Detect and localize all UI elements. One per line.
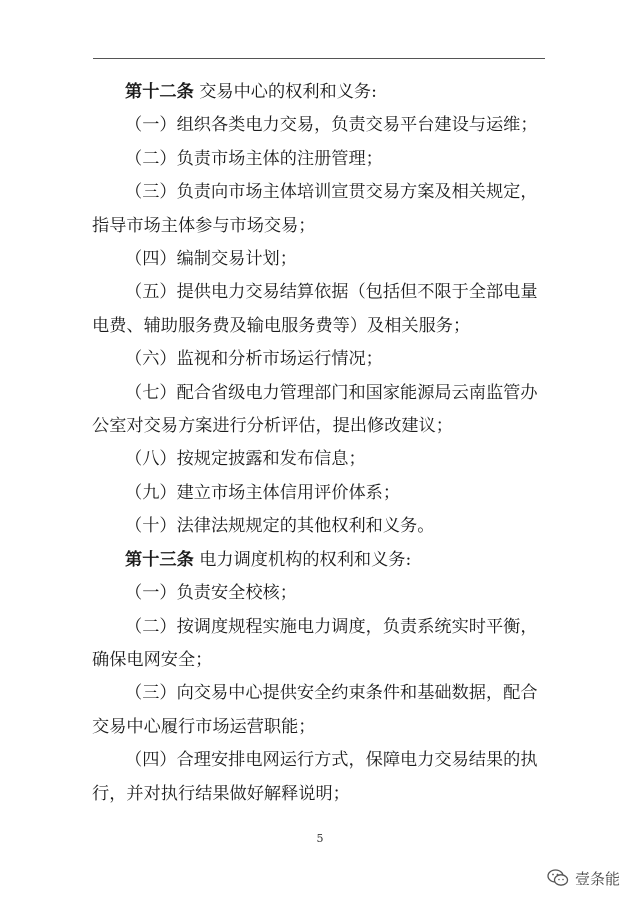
article-12-line-9: （九）建立市场主体信用评价体系； — [125, 482, 401, 503]
page-number: 5 — [316, 832, 324, 845]
article-12-heading — [92, 76, 552, 109]
header-rule — [93, 58, 545, 59]
document-body — [92, 76, 552, 811]
watermark-label: 壹条能 — [574, 869, 620, 888]
article-12-line-5: （五）提供电力交易结算依据（包括但不限于全部电量 — [125, 282, 538, 303]
article-12-line-3-cont: 指导市场主体参与市场交易； — [92, 215, 316, 236]
article-13-line-1: （一）负责安全校核； — [125, 583, 297, 604]
article-13-line-3-cont: 交易中心履行市场运营职能； — [92, 716, 316, 737]
article-12-line-4: （四）编制交易计划； — [125, 249, 297, 270]
article-13-line-3: （三）向交易中心提供安全约束条件和基础数据，配合 — [125, 683, 538, 704]
article-13-number: 第十三条 — [125, 549, 194, 570]
article-12-line-8: （八）按规定披露和发布信息； — [125, 449, 366, 470]
article-13-line-2: （二）按调度规程实施电力调度，负责系统实时平衡， — [125, 616, 538, 637]
article-12-line-6: （六）监视和分析市场运行情况； — [125, 349, 383, 370]
article-12-line-7: （七）配合省级电力管理部门和国家能源局云南监管办 — [125, 382, 538, 403]
article-12-line-3: （三）负责向市场主体培训宣贯交易方案及相关规定， — [125, 182, 538, 203]
wechat-icon — [547, 868, 569, 888]
article-12-line-10: （十）法律法规规定的其他权利和义务。 — [125, 516, 435, 537]
article-12-line-5-cont: 电费、辅助服务费及输电服务费等）及相关服务； — [92, 315, 471, 336]
article-12-title: 交易中心的权利和义务: — [199, 82, 377, 102]
watermark — [547, 866, 620, 890]
article-12-line-2: （二）负责市场主体的注册管理； — [125, 148, 383, 169]
article-12-line-7-cont: 公室对交易方案进行分析评估，提出修改建议； — [92, 416, 453, 437]
article-13-title: 电力调度机构的权利和义务: — [199, 549, 412, 570]
article-12-line-1: （一）组织各类电力交易，负责交易平台建设与运维； — [125, 115, 538, 136]
article-13-line-4-cont: 行，并对执行结果做好解释说明； — [92, 783, 350, 804]
article-13-line-4: （四）合理安排电网运行方式，保障电力交易结果的执 — [125, 750, 538, 771]
article-12-number: 第十二条 — [125, 82, 194, 102]
article-13-heading — [92, 544, 552, 577]
article-13-line-2-cont: 确保电网安全； — [92, 649, 213, 670]
